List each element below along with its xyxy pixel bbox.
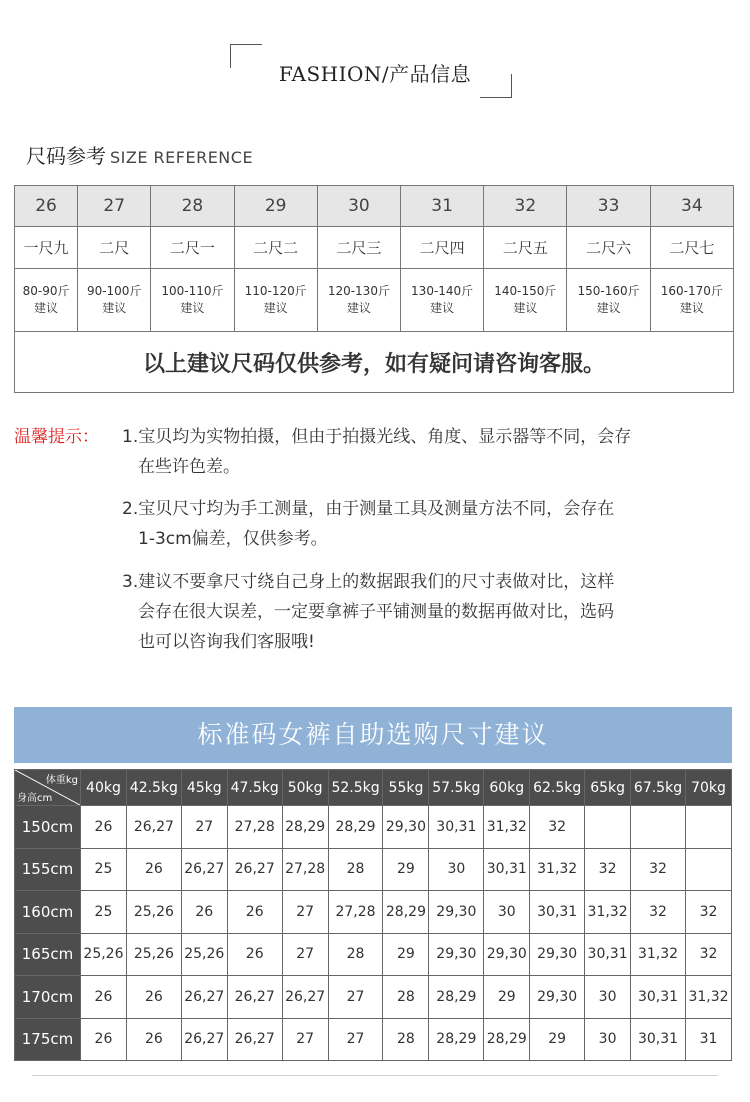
waist-cell: 二尺一 bbox=[151, 227, 234, 269]
size-cell: 27 bbox=[181, 806, 227, 849]
size-cell: 26 bbox=[81, 1018, 127, 1061]
size-cell: 28 bbox=[383, 976, 429, 1019]
size-cell: 26 bbox=[126, 976, 181, 1019]
weight-header: 65kg bbox=[585, 770, 631, 806]
size-cell: 29 bbox=[484, 976, 530, 1019]
reference-note: 以上建议尺码仅供参考，如有疑问请咨询客服。 bbox=[15, 332, 734, 393]
waist-cell: 二尺四 bbox=[401, 227, 484, 269]
size-cell: 27 bbox=[328, 976, 383, 1019]
tip-item-1 bbox=[122, 422, 728, 482]
size-cell: 28,29 bbox=[328, 806, 383, 849]
weight-cell bbox=[650, 269, 733, 332]
size-cell: 25,26 bbox=[81, 933, 127, 976]
weight-header: 52.5kg bbox=[328, 770, 383, 806]
size-cell: 26,27 bbox=[227, 1018, 282, 1061]
size-cell: 34 bbox=[650, 186, 733, 227]
corner-cell bbox=[15, 770, 81, 806]
note-row bbox=[15, 332, 734, 393]
tip-line: 会存在很大误差，一定要拿裤子平铺测量的数据再做对比，选码 bbox=[138, 602, 614, 622]
weight-suggest: 建议 bbox=[679, 301, 704, 315]
size-cell: 30,31 bbox=[429, 806, 484, 849]
weight-row bbox=[15, 269, 734, 332]
weight-header-row bbox=[15, 770, 732, 806]
tip-line: 3.建议不要拿尺寸绕自己身上的数据跟我们的尺寸表做对比，这样 bbox=[122, 572, 615, 592]
size-cell: 28 bbox=[151, 186, 234, 227]
weight-range: 100-110斤 bbox=[161, 284, 224, 298]
size-cell: 30 bbox=[484, 891, 530, 934]
tips-label: 温馨提示： bbox=[14, 427, 99, 447]
table-row bbox=[15, 1018, 732, 1061]
weight-suggest: 建议 bbox=[430, 301, 455, 315]
size-cell: 26,27 bbox=[282, 976, 328, 1019]
size-cell: 30 bbox=[317, 186, 400, 227]
height-header: 160cm bbox=[15, 891, 81, 934]
size-cell: 29,30 bbox=[530, 976, 585, 1019]
weight-header: 55kg bbox=[383, 770, 429, 806]
bottom-divider bbox=[32, 1075, 718, 1076]
size-cell bbox=[631, 806, 686, 849]
size-cell: 31 bbox=[401, 186, 484, 227]
size-cell: 26 bbox=[126, 848, 181, 891]
size-cell bbox=[685, 848, 731, 891]
size-cell: 29,30 bbox=[429, 891, 484, 934]
size-cell: 26 bbox=[81, 976, 127, 1019]
size-cell: 29 bbox=[383, 933, 429, 976]
size-cell: 30 bbox=[585, 1018, 631, 1061]
weight-header: 45kg bbox=[181, 770, 227, 806]
weight-header: 50kg bbox=[282, 770, 328, 806]
size-cell: 28,29 bbox=[484, 1018, 530, 1061]
size-cell: 26 bbox=[227, 933, 282, 976]
size-cell: 30,31 bbox=[631, 976, 686, 1019]
weight-cell bbox=[151, 269, 234, 332]
size-cell: 29 bbox=[530, 1018, 585, 1061]
weight-cell bbox=[401, 269, 484, 332]
waist-row bbox=[15, 227, 734, 269]
weight-cell bbox=[234, 269, 317, 332]
size-cell: 28 bbox=[383, 1018, 429, 1061]
waist-cell: 二尺 bbox=[78, 227, 151, 269]
size-cell: 26 bbox=[81, 806, 127, 849]
weight-header: 57.5kg bbox=[429, 770, 484, 806]
size-cell: 30 bbox=[585, 976, 631, 1019]
size-cell: 31 bbox=[685, 1018, 731, 1061]
height-header: 170cm bbox=[15, 976, 81, 1019]
size-cell: 27,28 bbox=[282, 848, 328, 891]
size-cell: 32 bbox=[631, 848, 686, 891]
size-cell: 27 bbox=[282, 891, 328, 934]
size-cell: 26 bbox=[181, 891, 227, 934]
tip-item-3 bbox=[122, 567, 728, 657]
size-cell: 30,31 bbox=[631, 1018, 686, 1061]
table-row bbox=[15, 933, 732, 976]
height-header: 175cm bbox=[15, 1018, 81, 1061]
size-chart-table bbox=[14, 769, 732, 1061]
size-cell: 32 bbox=[631, 891, 686, 934]
size-cell: 25 bbox=[81, 848, 127, 891]
height-header: 155cm bbox=[15, 848, 81, 891]
corner-bracket-bottom-right bbox=[480, 97, 512, 98]
size-reference-title-en: SIZE REFERENCE bbox=[110, 148, 254, 167]
size-cell: 30,31 bbox=[484, 848, 530, 891]
size-cell: 26 bbox=[227, 891, 282, 934]
tip-line: 1.宝贝均为实物拍摄，但由于拍摄光线、角度、显示器等不同，会存 bbox=[122, 427, 632, 447]
size-cell: 26,27 bbox=[181, 1018, 227, 1061]
size-cell: 30 bbox=[429, 848, 484, 891]
size-reference-table bbox=[14, 185, 734, 393]
size-cell: 33 bbox=[567, 186, 650, 227]
weight-cell bbox=[317, 269, 400, 332]
size-cell: 26,27 bbox=[227, 976, 282, 1019]
tip-line: 1-3cm偏差，仅供参考。 bbox=[138, 529, 328, 549]
weight-range: 130-140斤 bbox=[411, 284, 474, 298]
weight-header: 70kg bbox=[685, 770, 731, 806]
size-cell: 29 bbox=[234, 186, 317, 227]
size-cell: 32 bbox=[585, 848, 631, 891]
weight-header: 60kg bbox=[484, 770, 530, 806]
size-cell: 29,30 bbox=[383, 806, 429, 849]
waist-cell: 二尺二 bbox=[234, 227, 317, 269]
size-cell: 29,30 bbox=[484, 933, 530, 976]
size-cell: 28 bbox=[328, 933, 383, 976]
size-cell: 28 bbox=[328, 848, 383, 891]
corner-bracket-top-left bbox=[230, 44, 262, 45]
size-cell: 31,32 bbox=[685, 976, 731, 1019]
size-reference-title bbox=[26, 140, 253, 169]
size-cell: 30,31 bbox=[585, 933, 631, 976]
size-cell: 31,32 bbox=[585, 891, 631, 934]
waist-cell: 二尺七 bbox=[650, 227, 733, 269]
size-cell: 25 bbox=[81, 891, 127, 934]
size-cell: 28,29 bbox=[429, 1018, 484, 1061]
size-cell: 27,28 bbox=[328, 891, 383, 934]
weight-suggest: 建议 bbox=[102, 301, 127, 315]
weight-header: 62.5kg bbox=[530, 770, 585, 806]
height-header: 165cm bbox=[15, 933, 81, 976]
weight-cell bbox=[15, 269, 78, 332]
size-cell: 25,26 bbox=[126, 933, 181, 976]
size-cell: 26,27 bbox=[227, 848, 282, 891]
size-cell: 28,29 bbox=[429, 976, 484, 1019]
weight-header: 67.5kg bbox=[631, 770, 686, 806]
tip-line: 也可以咨询我们客服哦! bbox=[138, 632, 315, 652]
size-row bbox=[15, 186, 734, 227]
size-cell: 30,31 bbox=[530, 891, 585, 934]
corner-weight-label: 体重kg bbox=[45, 775, 78, 786]
waist-cell: 二尺五 bbox=[484, 227, 567, 269]
weight-suggest: 建议 bbox=[596, 301, 621, 315]
weight-suggest: 建议 bbox=[180, 301, 205, 315]
waist-cell: 二尺三 bbox=[317, 227, 400, 269]
weight-range: 90-100斤 bbox=[86, 284, 142, 298]
size-cell: 29,30 bbox=[429, 933, 484, 976]
table-row bbox=[15, 806, 732, 849]
size-cell: 26,27 bbox=[126, 806, 181, 849]
page-header bbox=[0, 0, 750, 110]
weight-suggest: 建议 bbox=[346, 301, 371, 315]
waist-cell: 二尺六 bbox=[567, 227, 650, 269]
tip-item-2 bbox=[122, 494, 728, 554]
table-row bbox=[15, 891, 732, 934]
size-cell: 27 bbox=[328, 1018, 383, 1061]
size-cell: 31,32 bbox=[530, 848, 585, 891]
size-cell: 26 bbox=[126, 1018, 181, 1061]
size-cell: 25,26 bbox=[181, 933, 227, 976]
size-cell: 25,26 bbox=[126, 891, 181, 934]
size-cell: 32 bbox=[530, 806, 585, 849]
table-row bbox=[15, 848, 732, 891]
size-cell: 28,29 bbox=[282, 806, 328, 849]
size-cell: 29 bbox=[383, 848, 429, 891]
size-cell: 32 bbox=[484, 186, 567, 227]
weight-range: 80-90斤 bbox=[22, 284, 70, 298]
weight-header: 40kg bbox=[81, 770, 127, 806]
weight-range: 120-130斤 bbox=[327, 284, 390, 298]
table-row bbox=[15, 976, 732, 1019]
weight-range: 140-150斤 bbox=[494, 284, 557, 298]
size-cell: 31,32 bbox=[484, 806, 530, 849]
size-cell: 27,28 bbox=[227, 806, 282, 849]
weight-cell bbox=[484, 269, 567, 332]
size-cell: 26,27 bbox=[181, 976, 227, 1019]
size-cell bbox=[585, 806, 631, 849]
weight-header: 47.5kg bbox=[227, 770, 282, 806]
weight-range: 160-170斤 bbox=[660, 284, 723, 298]
size-cell: 29,30 bbox=[530, 933, 585, 976]
size-cell: 26 bbox=[15, 186, 78, 227]
size-cell: 32 bbox=[685, 933, 731, 976]
page-title: FASHION/产品信息 bbox=[278, 62, 472, 86]
weight-suggest: 建议 bbox=[263, 301, 288, 315]
weight-suggest: 建议 bbox=[34, 301, 59, 315]
weight-header: 42.5kg bbox=[126, 770, 181, 806]
height-header: 150cm bbox=[15, 806, 81, 849]
size-reference-title-cn: 尺码参考 bbox=[26, 144, 106, 168]
size-chart-banner: 标准码女裤自助选购尺寸建议 bbox=[14, 707, 732, 763]
weight-cell bbox=[567, 269, 650, 332]
size-cell: 26,27 bbox=[181, 848, 227, 891]
waist-cell: 一尺九 bbox=[15, 227, 78, 269]
corner-height-label: 身高cm bbox=[17, 793, 53, 804]
size-cell: 27 bbox=[78, 186, 151, 227]
size-cell: 28,29 bbox=[383, 891, 429, 934]
size-cell: 31,32 bbox=[631, 933, 686, 976]
tip-line: 2.宝贝尺寸均为手工测量，由于测量工具及测量方法不同，会存在 bbox=[122, 499, 615, 519]
size-cell bbox=[685, 806, 731, 849]
tip-line: 在些许色差。 bbox=[138, 457, 240, 477]
size-cell: 27 bbox=[282, 933, 328, 976]
weight-suggest: 建议 bbox=[513, 301, 538, 315]
weight-range: 110-120斤 bbox=[244, 284, 307, 298]
size-cell: 32 bbox=[685, 891, 731, 934]
weight-cell bbox=[78, 269, 151, 332]
weight-range: 150-160斤 bbox=[577, 284, 640, 298]
size-cell: 27 bbox=[282, 1018, 328, 1061]
